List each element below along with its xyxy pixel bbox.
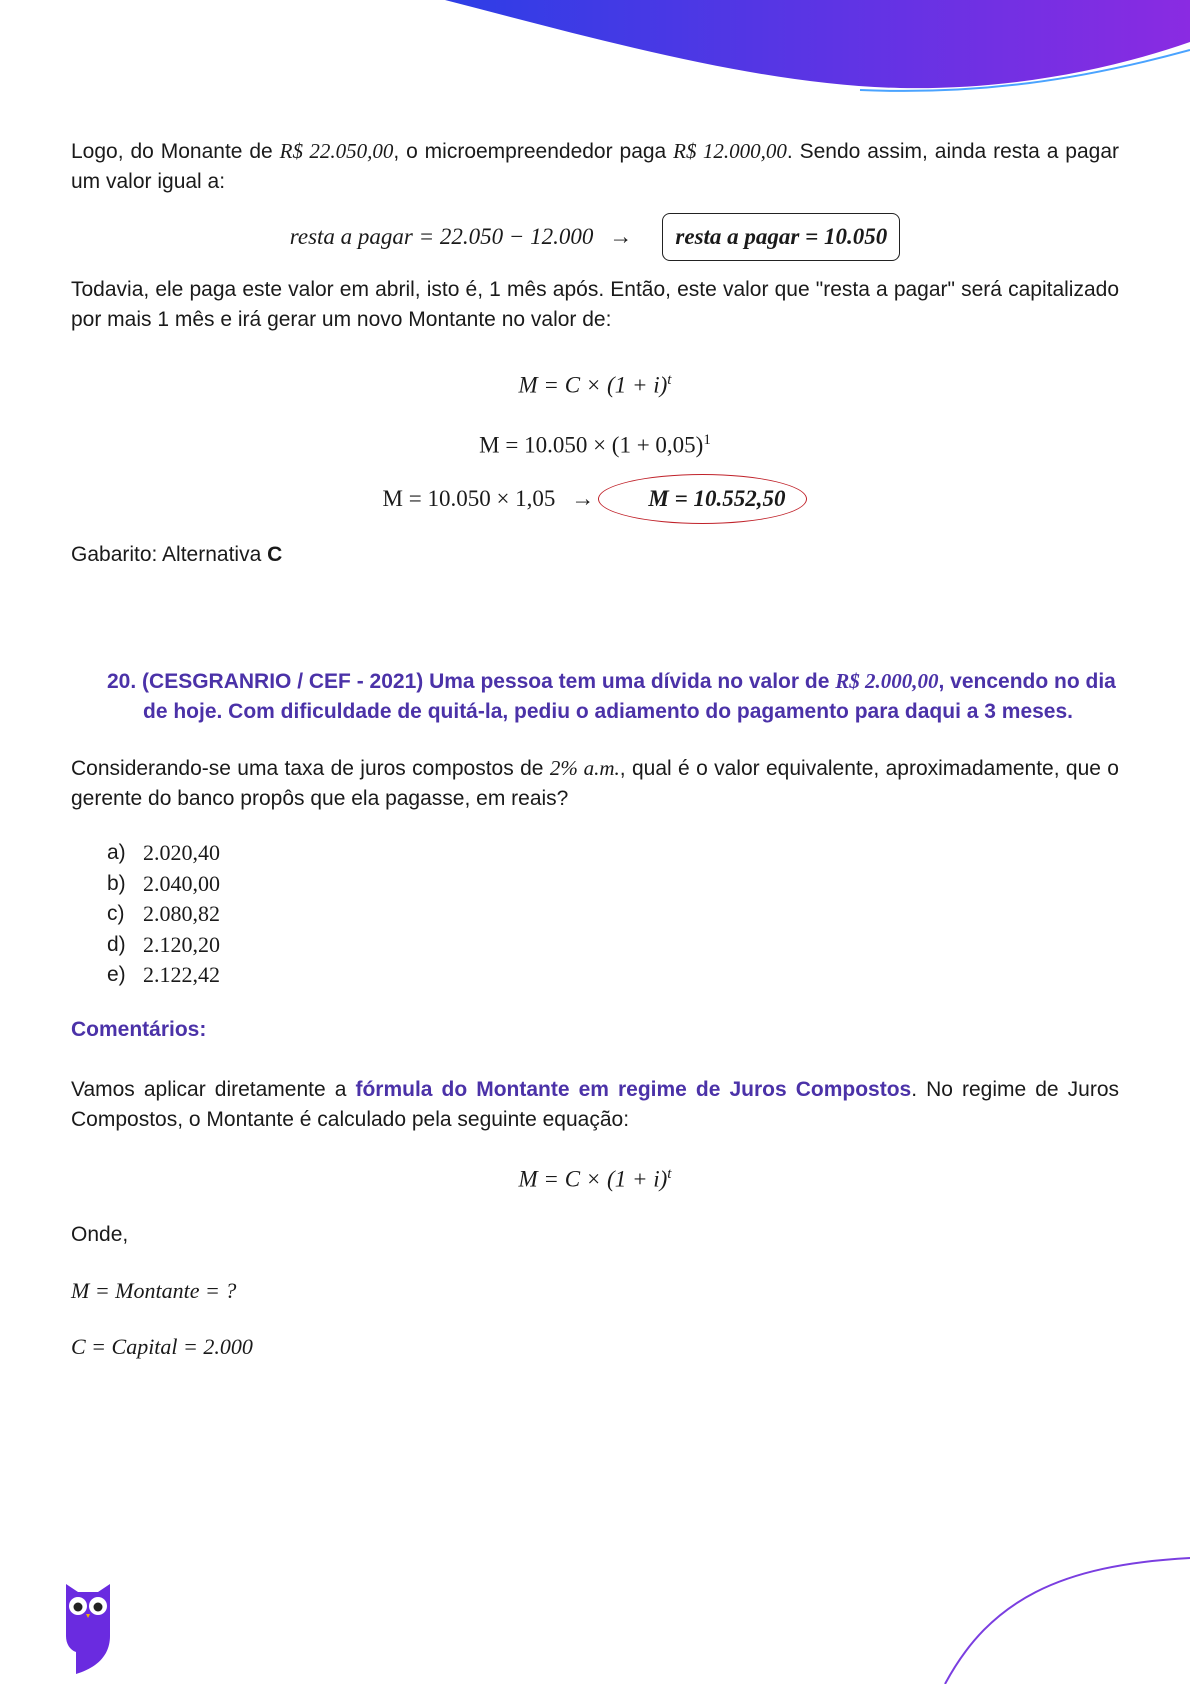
formula-exponent: t (667, 1165, 672, 1182)
option-letter: e) (107, 963, 126, 987)
equation-result (71, 474, 1119, 524)
option-letter: c) (107, 902, 125, 926)
option-letter: d) (107, 932, 126, 956)
circled-result: M = 10.552,50 (598, 474, 807, 524)
equation-left: M = 10.050 × 1,05 (382, 486, 556, 512)
comments-text: . No regime de Juros Compostos, o Montante é calculado pela seguinte equação: (71, 1077, 1120, 1131)
option-b[interactable] (107, 869, 1119, 900)
arrow-icon: → (571, 486, 595, 512)
equation-text: M = 10.050 × (1 + 0,05) (479, 432, 704, 458)
question-statement (107, 666, 1119, 727)
comments-paragraph (71, 1075, 1119, 1135)
intro-text: , o microempreendedor paga (393, 140, 674, 163)
formula-montante-2 (71, 1159, 1119, 1195)
option-value: 2.040,00 (143, 870, 220, 896)
header-decoration (0, 0, 1190, 100)
option-value: 2.020,40 (143, 840, 220, 866)
comments-heading: Comentários: (71, 1017, 207, 1041)
document-body (71, 136, 1119, 1362)
answer-letter: C (267, 543, 283, 567)
question-prompt (71, 753, 1119, 814)
option-value: 2.080,82 (143, 901, 220, 927)
interest-rate: 2% a.m. (549, 756, 620, 781)
intro-text: Logo, do Monante de (71, 140, 280, 163)
answer-label: Gabarito: Alternativa (71, 543, 268, 567)
option-letter: b) (107, 871, 126, 895)
answer-line (71, 540, 1119, 570)
owl-logo (62, 1578, 114, 1679)
comments-text: Vamos aplicar diretamente a (71, 1077, 356, 1101)
option-value: 2.120,20 (143, 931, 220, 957)
question-amount: R$ 2.000,00 (835, 669, 939, 694)
option-letter: a) (107, 841, 126, 865)
arrow-icon: → (609, 224, 633, 249)
onde-label: Onde, (71, 1223, 129, 1247)
option-e[interactable] (107, 960, 1119, 991)
formula-text: M = C × (1 + i) (518, 372, 668, 398)
formula-exponent: t (667, 372, 672, 388)
option-a[interactable] (107, 838, 1119, 869)
intro-paragraph (71, 136, 1119, 197)
formula-montante (71, 365, 1119, 401)
question-text: (CESGRANRIO / CEF - 2021) Uma pessoa tem uma dívida no valor de (142, 670, 836, 694)
equation-left: resta a pagar = 22.050 − 12.000 (289, 224, 594, 249)
amount-montante: R$ 22.050,00 (279, 139, 394, 163)
option-value: 2.122,42 (143, 962, 220, 988)
option-c[interactable] (107, 899, 1119, 930)
option-d[interactable] (107, 930, 1119, 961)
equation-substitution (71, 425, 1119, 461)
prompt-text: , qual é o valor equivalente, aproximadamente, que o gerente do banco propôs que ela pagasse, em reais? (71, 757, 1119, 811)
intro-text: . Sendo assim, ainda resta a pagar um valor igual a: (71, 140, 1120, 193)
boxed-result: resta a pagar = 10.050 (662, 213, 900, 261)
prompt-text: Considerando-se uma taxa de juros compostos de (71, 757, 550, 781)
question-number: 20. (107, 670, 137, 694)
comments-highlight: fórmula do Montante em regime de Juros Compostos (355, 1077, 912, 1101)
equation-exponent: 1 (703, 431, 711, 448)
formula-text: M = C × (1 + i) (518, 1166, 668, 1192)
amount-paid: R$ 12.000,00 (673, 139, 787, 163)
paragraph-todavia: Todavia, ele paga este valor em abril, isto é, 1 mês após. Então, este valor que "resta a pagar" será capitalizado por mais 1 mês e irá gerar um novo Montante no valor de: (71, 278, 1119, 331)
equation-resta (71, 213, 1119, 261)
definition-capital: C = Capital = 2.000 (71, 1334, 253, 1360)
owl-icon (62, 1578, 114, 1674)
answer-options (71, 838, 1119, 991)
definition-montante: M = Montante = ? (71, 1278, 237, 1304)
question-text: , vencendo no dia de hoje. Com dificuldade de quitá-la, pediu o adiamento do pagamento para daqui a 3 meses. (143, 670, 1116, 724)
